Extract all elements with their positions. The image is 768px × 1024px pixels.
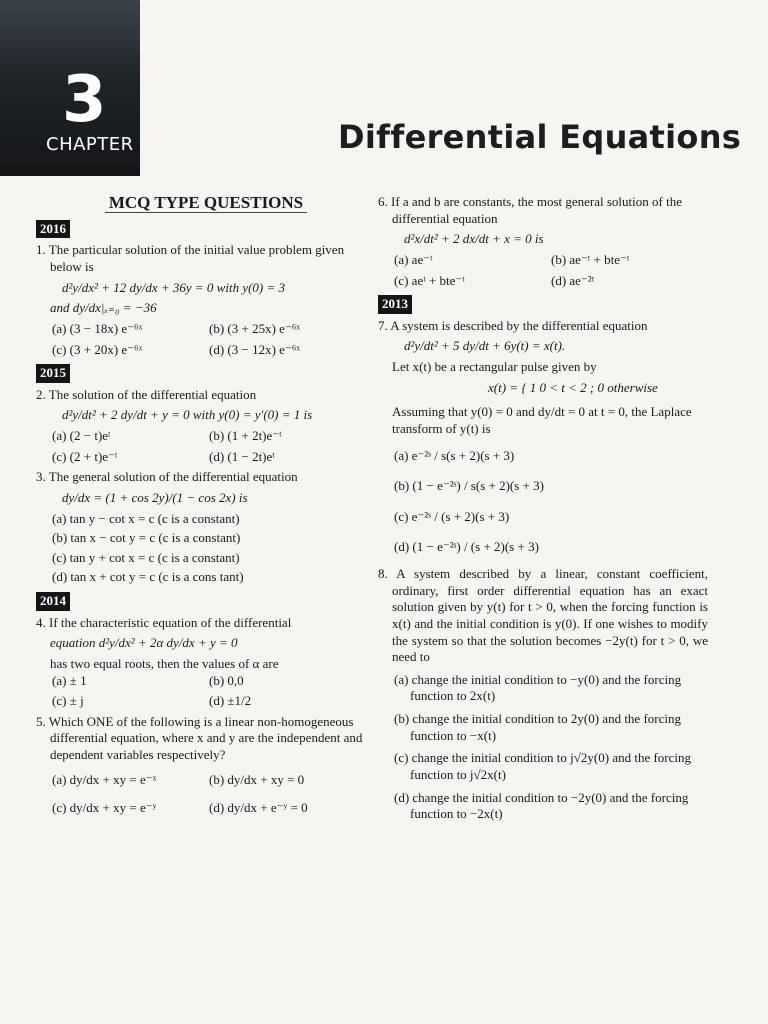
option-c[interactable]: (c) tan y + cot x = c (c is a constant) xyxy=(52,549,240,565)
equation: d²y/dt² + 2 dy/dt + y = 0 with y(0) = y′(0) = 1 is xyxy=(62,407,313,423)
year-badge-2016: 2016 xyxy=(36,220,70,239)
option-b[interactable]: (b) ae⁻ᵗ + bte⁻ᵗ xyxy=(551,251,630,267)
option-c[interactable]: (c) (3 + 20x) e⁻⁶ˣ xyxy=(52,341,143,357)
question-text: 8. A system described by a linear, constant coefficient, ordinary, first order differential equation has an exact solution given by y(t) for t > 0, when the forcing function is x(t) and the initial condition is y(0). If one wishes to modify the system so that the solution becomes −2y(t) for t > 0, we need to xyxy=(378,566,708,665)
equation: dy/dx = (1 + cos 2y)/(1 − cos 2x) is xyxy=(62,489,248,505)
option-a[interactable]: (a) (2 − t)eᵗ xyxy=(52,428,111,443)
question-text: 3. The general solution of the differential equation xyxy=(36,469,298,485)
chapter-badge xyxy=(0,0,140,176)
question-text-continued: Let x(t) be a rectangular pulse given by xyxy=(392,359,597,374)
right-column xyxy=(378,194,708,827)
equation: d²y/dx² + 12 dy/dx + 36y = 0 with y(0) = 3 xyxy=(62,279,286,295)
options xyxy=(378,448,708,557)
options xyxy=(378,672,708,823)
option-c[interactable]: (c) (2 + t)e⁻ᵗ xyxy=(52,448,118,464)
option-b[interactable]: (b) (1 + 2t)e⁻ᵗ xyxy=(209,428,282,443)
question-text-continued: Assuming that y(0) = 0 and dy/dt = 0 at t = 0, the Laplace transform of y(t) is xyxy=(392,404,692,436)
option-d[interactable]: (d) (1 − e⁻²ˢ) / (s + 2)(s + 3) xyxy=(394,539,539,555)
option-b[interactable]: (b) change the initial condition to 2y(0) and the forcing function to −x(t) xyxy=(394,711,681,743)
equation: d²x/dt² + 2 dx/dt + x = 0 is xyxy=(404,231,544,247)
equation: equation d²y/dx² + 2α dy/dx + y = 0 xyxy=(50,635,238,651)
question-3 xyxy=(36,469,366,586)
question-1 xyxy=(36,242,366,358)
options xyxy=(36,511,366,587)
question-8 xyxy=(378,566,708,823)
option-a[interactable]: (a) ± 1 xyxy=(52,672,87,688)
option-d[interactable]: (d) change the initial condition to −2y(0) and the forcing function to −2x(t) xyxy=(394,789,689,822)
question-2 xyxy=(36,387,366,466)
option-a[interactable]: (a) change the initial condition to −y(0) and the forcing function to 2x(t) xyxy=(394,671,682,704)
options xyxy=(52,673,366,710)
option-d[interactable]: (d) dy/dx + e⁻ʸ = 0 xyxy=(209,800,308,816)
question-text-continued: has two equal roots, then the values of α are xyxy=(50,655,279,671)
question-6 xyxy=(378,194,708,289)
chapter-label: CHAPTER xyxy=(46,134,134,155)
chapter-number: 3 xyxy=(62,63,107,137)
question-text: 1. The particular solution of the initial value problem given below is xyxy=(36,242,345,274)
question-text: 7. A system is described by the differential equation xyxy=(378,317,648,333)
options xyxy=(52,321,366,358)
year-badge-2013: 2013 xyxy=(378,295,412,314)
question-text: 5. Which ONE of the following is a linear non-homogeneous differential equation, where x and y are the independent and dependent variables respectively? xyxy=(36,713,363,762)
option-b[interactable]: (b) (1 − e⁻²ˢ) / s(s + 2)(s + 3) xyxy=(394,478,544,494)
chapter-title: Differential Equations xyxy=(338,118,742,156)
option-c[interactable]: (c) aeᵗ + bte⁻ᵗ xyxy=(394,272,465,288)
option-b[interactable]: (b) tan x − cot y = c (c is a constant) xyxy=(52,530,241,546)
option-a[interactable]: (a) dy/dx + xy = e⁻ˣ xyxy=(52,771,157,787)
option-c[interactable]: (c) change the initial condition to j√2y(0) and the forcing function to j√2x(t) xyxy=(394,750,692,782)
question-5 xyxy=(36,714,366,817)
equation: and dy/dx|ₓ₌₀ = −36 xyxy=(50,300,157,316)
option-c[interactable]: (c) dy/dx + xy = e⁻ʸ xyxy=(52,800,157,816)
section-title: MCQ TYPE QUESTIONS xyxy=(46,192,366,214)
equation: x(t) = { 1 0 < t < 2 ; 0 otherwise xyxy=(488,379,658,395)
question-text: 6. If a and b are constants, the most general solution of the differential equation xyxy=(378,194,682,226)
option-b[interactable]: (b) dy/dx + xy = 0 xyxy=(209,771,305,787)
option-b[interactable]: (b) (3 + 25x) e⁻⁶ˣ xyxy=(209,320,301,336)
year-badge-2014: 2014 xyxy=(36,592,70,611)
option-a[interactable]: (a) tan y − cot x = c (c is a constant) xyxy=(52,510,240,526)
option-a[interactable]: (a) e⁻²ˢ / s(s + 2)(s + 3) xyxy=(394,447,515,463)
options xyxy=(52,428,366,465)
option-d[interactable]: (d) ae⁻²ᵗ xyxy=(551,272,595,288)
question-4 xyxy=(36,615,366,710)
question-text: 4. If the characteristic equation of the differential xyxy=(36,614,292,630)
options xyxy=(52,772,366,817)
option-a[interactable]: (a) (3 − 18x) e⁻⁶ˣ xyxy=(52,320,143,336)
option-d[interactable]: (d) (3 − 12x) e⁻⁶ˣ xyxy=(209,341,301,357)
option-d[interactable]: (d) ±1/2 xyxy=(209,693,252,709)
question-text: 2. The solution of the differential equation xyxy=(36,386,257,402)
question-7 xyxy=(378,318,708,556)
options xyxy=(394,252,708,289)
year-badge-2015: 2015 xyxy=(36,364,70,383)
option-c[interactable]: (c) e⁻²ˢ / (s + 2)(s + 3) xyxy=(394,508,510,524)
option-c[interactable]: (c) ± j xyxy=(52,693,84,709)
left-column xyxy=(36,192,366,821)
option-b[interactable]: (b) 0,0 xyxy=(209,672,244,688)
option-d[interactable]: (d) (1 − 2t)eᵗ xyxy=(209,448,275,464)
option-d[interactable]: (d) tan x + cot y = c (c is a cons tant) xyxy=(52,569,244,585)
option-a[interactable]: (a) ae⁻ᵗ xyxy=(394,251,433,267)
equation: d²y/dt² + 5 dy/dt + 6y(t) = x(t). xyxy=(404,338,566,354)
